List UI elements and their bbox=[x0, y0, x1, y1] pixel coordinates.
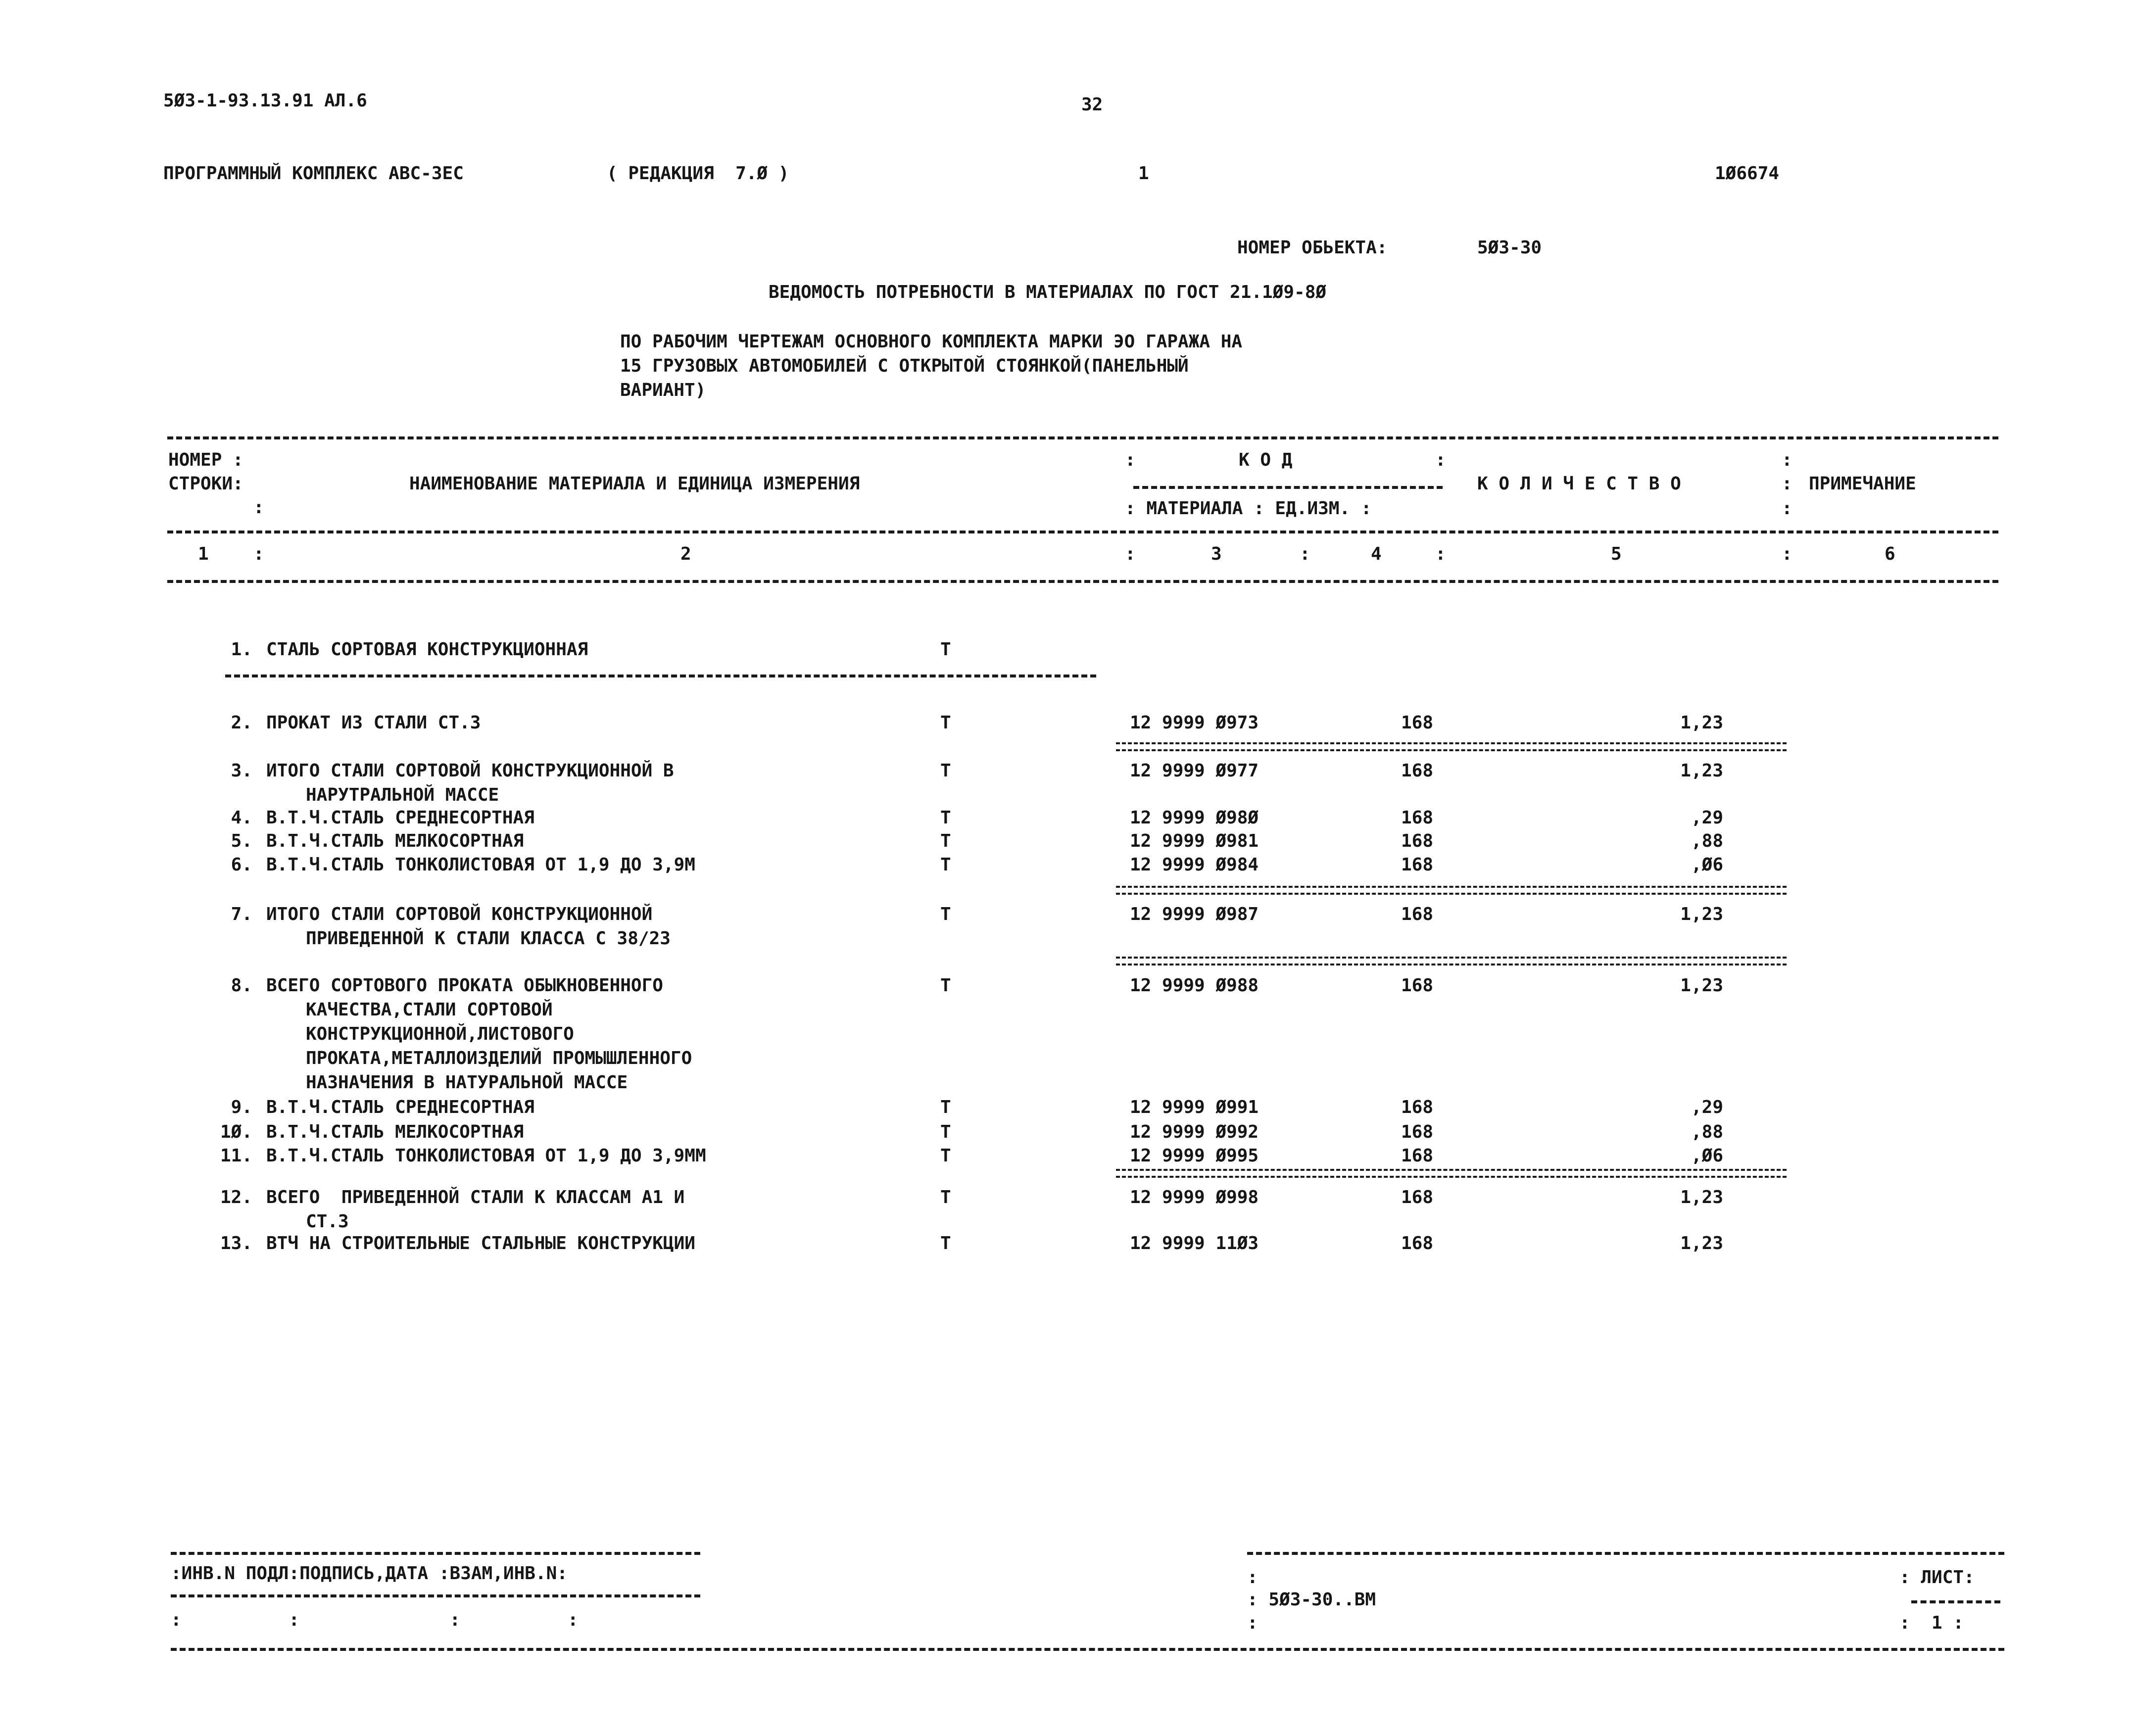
total-separator-1 bbox=[1116, 742, 1787, 751]
quantity-cell: ,Ø6 bbox=[1691, 855, 1723, 875]
header-note-colon-mid: : bbox=[1782, 474, 1792, 494]
unit-code-cell: 168 bbox=[1401, 1122, 1434, 1142]
quantity-cell: 1,23 bbox=[1680, 904, 1723, 924]
header-note: ПРИМЕЧАНИЕ bbox=[1809, 474, 1916, 494]
material-name-line: В.Т.Ч.СТАЛЬ СРЕДНЕСОРТНАЯ bbox=[266, 1097, 534, 1117]
row-number: 1. bbox=[231, 639, 252, 660]
header-code: К О Д bbox=[1239, 450, 1293, 470]
object-label: НОМЕР ОБЬЕКТА: bbox=[1237, 238, 1388, 258]
header-quantity: К О Л И Ч Е С Т В О bbox=[1477, 474, 1681, 494]
page-bottom-rule bbox=[171, 1648, 2004, 1651]
material-name-line: СТ.3 bbox=[306, 1211, 349, 1232]
unit-cell: Т bbox=[940, 808, 951, 828]
header-material-name: НАИМЕНОВАНИЕ МАТЕРИАЛА И ЕДИНИЦА ИЗМЕРЕНИЯ bbox=[409, 474, 860, 494]
quantity-cell: 1,23 bbox=[1680, 1233, 1723, 1254]
col-number-sep-2: : bbox=[1125, 544, 1136, 564]
table-row bbox=[0, 856, 2131, 880]
header-bottom-rule bbox=[167, 580, 1998, 583]
unit-code-cell: 168 bbox=[1401, 808, 1434, 828]
table-row bbox=[0, 904, 2131, 949]
material-name-line: ВСЕГО СОРТОВОГО ПРОКАТА ОБЫКНОВЕННОГО bbox=[266, 975, 663, 996]
unit-cell: Т bbox=[940, 1146, 951, 1166]
row-number: 4. bbox=[231, 808, 252, 828]
sheet-number: : 1 : bbox=[1899, 1613, 1964, 1633]
unit-code-cell: 168 bbox=[1401, 1146, 1434, 1166]
header-code-subcolumns: : МАТЕРИАЛА : ЕД.ИЗМ. : bbox=[1125, 498, 1372, 519]
stamp-top-rule bbox=[171, 1552, 700, 1555]
material-name-line: В.Т.Ч.СТАЛЬ ТОНКОЛИСТОВАЯ ОТ 1,9 ДО 3,9М bbox=[266, 855, 695, 875]
document-title: ВЕДОМОСТЬ ПОТРЕБНОСТИ В МАТЕРИАЛАХ ПО ГОСТ 21.1Ø9-8Ø bbox=[769, 282, 1327, 302]
unit-code-cell: 168 bbox=[1401, 904, 1434, 924]
row-number: 6. bbox=[231, 855, 252, 875]
col-number-5: 5 bbox=[1611, 544, 1622, 564]
material-code-cell: 12 9999 Ø977 bbox=[1130, 761, 1259, 781]
title-block-top-rule bbox=[1247, 1552, 2004, 1555]
quantity-cell: ,29 bbox=[1691, 808, 1723, 828]
total-separator-4 bbox=[1116, 1169, 1787, 1178]
unit-cell: Т bbox=[940, 831, 951, 851]
title-block-colon-2: : bbox=[1247, 1613, 1258, 1633]
material-name-line: ПРОКАТА,МЕТАЛЛОИЗДЕЛИЙ ПРОМЫШЛЕННОГО bbox=[306, 1048, 692, 1068]
unit-cell: Т bbox=[940, 904, 951, 924]
stamp-mid-rule bbox=[171, 1594, 700, 1597]
header-row-number-2: СТРОКИ: bbox=[168, 474, 243, 494]
col-number-4: 4 bbox=[1371, 544, 1382, 564]
quantity-cell: 1,23 bbox=[1680, 1187, 1723, 1207]
unit-cell: Т bbox=[940, 1122, 951, 1142]
unit-cell: Т bbox=[940, 855, 951, 875]
header-row-number-1: НОМЕР : bbox=[168, 450, 243, 470]
material-name-line: ВТЧ НА СТРОИТЕЛЬНЫЕ СТАЛЬНЫЕ КОНСТРУКЦИИ bbox=[266, 1233, 695, 1254]
unit-cell: Т bbox=[940, 1187, 951, 1207]
material-name-line: В.Т.Ч.СТАЛЬ ТОНКОЛИСТОВАЯ ОТ 1,9 ДО 3,9ММ bbox=[266, 1146, 706, 1166]
document-subtitle-line-2: 15 ГРУЗОВЫХ АВТОМОБИЛЕЙ С ОТКРЫТОЙ СТОЯНКОЙ(ПАНЕЛЬНЫЙ bbox=[620, 356, 1189, 376]
quantity-cell: 1,23 bbox=[1680, 975, 1723, 996]
unit-code-cell: 168 bbox=[1401, 975, 1434, 996]
stamp-row: : : : : bbox=[171, 1610, 579, 1630]
row-number: 5. bbox=[231, 831, 252, 851]
section-1-underline bbox=[225, 675, 1096, 677]
table-row bbox=[0, 1187, 2131, 1232]
program-edition: ( РЕДАКЦИЯ 7.Ø ) bbox=[607, 163, 789, 184]
header-row-number-3: : bbox=[253, 497, 264, 518]
material-code-cell: 12 9999 Ø995 bbox=[1130, 1146, 1259, 1166]
unit-code-cell: 168 bbox=[1401, 1233, 1434, 1254]
stamp-header: :ИНВ.N ПОДЛ:ПОДПИСЬ,ДАТА :ВЗАМ,ИНВ.N: bbox=[171, 1563, 568, 1584]
sheet-rule bbox=[1911, 1600, 2000, 1603]
material-code-cell: 12 9999 Ø984 bbox=[1130, 855, 1259, 875]
unit-code-cell: 168 bbox=[1401, 761, 1434, 781]
object-value: 5Ø3-30 bbox=[1477, 238, 1542, 258]
sheet-label: : ЛИСТ: bbox=[1899, 1567, 1975, 1588]
unit-code-cell: 168 bbox=[1401, 855, 1434, 875]
row-number: 12. bbox=[220, 1187, 252, 1207]
material-name-line: В.Т.Ч.СТАЛЬ МЕЛКОСОРТНАЯ bbox=[266, 831, 524, 851]
table-row bbox=[0, 809, 2131, 833]
row-number: 7. bbox=[231, 904, 252, 924]
unit-cell: Т bbox=[940, 975, 951, 996]
material-name-line: СТАЛЬ СОРТОВАЯ КОНСТРУКЦИОННАЯ bbox=[266, 639, 588, 660]
unit-code-cell: 168 bbox=[1401, 831, 1434, 851]
material-name-line: НАРУТРАЛЬНОЙ МАССЕ bbox=[306, 785, 499, 805]
quantity-cell: ,Ø6 bbox=[1691, 1146, 1723, 1166]
table-row bbox=[0, 1099, 2131, 1122]
title-block-doc-code: : 5Ø3-30..ВМ bbox=[1247, 1590, 1376, 1610]
material-code-cell: 12 9999 Ø973 bbox=[1130, 713, 1259, 733]
material-code-cell: 12 9999 Ø98Ø bbox=[1130, 808, 1259, 828]
header-mid-rule bbox=[167, 530, 1998, 533]
document-subtitle-line-1: ПО РАБОЧИМ ЧЕРТЕЖАМ ОСНОВНОГО КОМПЛЕКТА МАРКИ ЭО ГАРАЖА НА bbox=[620, 332, 1243, 352]
quantity-cell: ,88 bbox=[1691, 1122, 1723, 1142]
header-top-rule bbox=[167, 436, 1998, 439]
unit-code-cell: 168 bbox=[1401, 1187, 1434, 1207]
program-name: ПРОГРАММНЫЙ КОМПЛЕКС АВС-3ЕС bbox=[163, 163, 464, 184]
table-row bbox=[0, 641, 2131, 665]
header-code-colon-left: : bbox=[1125, 450, 1136, 470]
row-number: 11. bbox=[220, 1146, 252, 1166]
material-name-line: КОНСТРУКЦИОННОЙ,ЛИСТОВОГО bbox=[306, 1024, 574, 1044]
col-number-sep-1: : bbox=[253, 544, 264, 564]
header-note-colon-bottom: : bbox=[1782, 498, 1792, 519]
table-row bbox=[0, 761, 2131, 805]
material-code-cell: 12 9999 Ø992 bbox=[1130, 1122, 1259, 1142]
page-mark: 32 bbox=[1081, 95, 1103, 115]
material-code-cell: 12 9999 Ø981 bbox=[1130, 831, 1259, 851]
material-name-line: ПРОКАТ ИЗ СТАЛИ СТ.3 bbox=[266, 713, 481, 733]
table-row bbox=[0, 975, 2131, 1093]
material-code-cell: 12 9999 Ø987 bbox=[1130, 904, 1259, 924]
unit-cell: Т bbox=[940, 639, 951, 660]
material-name-line: ВСЕГО ПРИВЕДЕННОЙ СТАЛИ К КЛАССАМ А1 И bbox=[266, 1187, 685, 1207]
table-row bbox=[0, 1147, 2131, 1171]
col-number-6: 6 bbox=[1885, 544, 1895, 564]
table-row bbox=[0, 832, 2131, 856]
quantity-cell: ,29 bbox=[1691, 1097, 1723, 1117]
material-code-cell: 12 9999 Ø998 bbox=[1130, 1187, 1259, 1207]
total-separator-2 bbox=[1116, 886, 1787, 895]
row-number: 9. bbox=[231, 1097, 252, 1117]
title-block-colon-1: : bbox=[1247, 1567, 1258, 1588]
table-row bbox=[0, 1123, 2131, 1147]
material-name-line: ИТОГО СТАЛИ СОРТОВОЙ КОНСТРУКЦИОННОЙ bbox=[266, 904, 653, 924]
material-name-line: ПРИВЕДЕННОЙ К СТАЛИ КЛАССА С 38/23 bbox=[306, 928, 671, 949]
quantity-cell: 1,23 bbox=[1680, 713, 1723, 733]
unit-code-cell: 168 bbox=[1401, 1097, 1434, 1117]
material-name-line: ИТОГО СТАЛИ СОРТОВОЙ КОНСТРУКЦИОННОЙ В bbox=[266, 761, 674, 781]
quantity-cell: 1,23 bbox=[1680, 761, 1723, 781]
total-separator-3 bbox=[1116, 957, 1787, 965]
material-name-line: КАЧЕСТВА,СТАЛИ СОРТОВОЙ bbox=[306, 1000, 553, 1020]
row-number: 2. bbox=[231, 713, 252, 733]
document-subtitle-line-3: ВАРИАНТ) bbox=[620, 380, 706, 400]
header-code-colon-right: : bbox=[1435, 450, 1446, 470]
unit-code-cell: 168 bbox=[1401, 713, 1434, 733]
col-number-1: 1 bbox=[198, 544, 209, 564]
row-number: 1Ø. bbox=[220, 1122, 252, 1142]
document-code: 5Ø3-1-93.13.91 АЛ.6 bbox=[163, 91, 367, 111]
row-number: 13. bbox=[220, 1233, 252, 1254]
unit-cell: Т bbox=[940, 761, 951, 781]
table-row bbox=[0, 1235, 2131, 1258]
quantity-cell: ,88 bbox=[1691, 831, 1723, 851]
unit-cell: Т bbox=[940, 1233, 951, 1254]
material-name-line: В.Т.Ч.СТАЛЬ МЕЛКОСОРТНАЯ bbox=[266, 1122, 524, 1142]
col-number-sep-4: : bbox=[1435, 544, 1446, 564]
col-number-3: 3 bbox=[1211, 544, 1222, 564]
row-number: 3. bbox=[231, 761, 252, 781]
col-number-2: 2 bbox=[680, 544, 691, 564]
material-code-cell: 12 9999 Ø991 bbox=[1130, 1097, 1259, 1117]
header-note-colon-top: : bbox=[1782, 450, 1792, 470]
material-code-cell: 12 9999 Ø988 bbox=[1130, 975, 1259, 996]
material-code-cell: 12 9999 11Ø3 bbox=[1130, 1233, 1259, 1254]
unit-cell: Т bbox=[940, 1097, 951, 1117]
document-number: 1Ø6674 bbox=[1715, 163, 1780, 184]
header-code-rule bbox=[1133, 486, 1443, 489]
page-index: 1 bbox=[1138, 163, 1149, 184]
unit-cell: Т bbox=[940, 713, 951, 733]
col-number-sep-3: : bbox=[1300, 544, 1310, 564]
material-name-line: НАЗНАЧЕНИЯ В НАТУРАЛЬНОЙ МАССЕ bbox=[306, 1072, 628, 1093]
row-number: 8. bbox=[231, 975, 252, 996]
table-row bbox=[0, 714, 2131, 738]
material-name-line: В.Т.Ч.СТАЛЬ СРЕДНЕСОРТНАЯ bbox=[266, 808, 534, 828]
col-number-sep-5: : bbox=[1782, 544, 1792, 564]
